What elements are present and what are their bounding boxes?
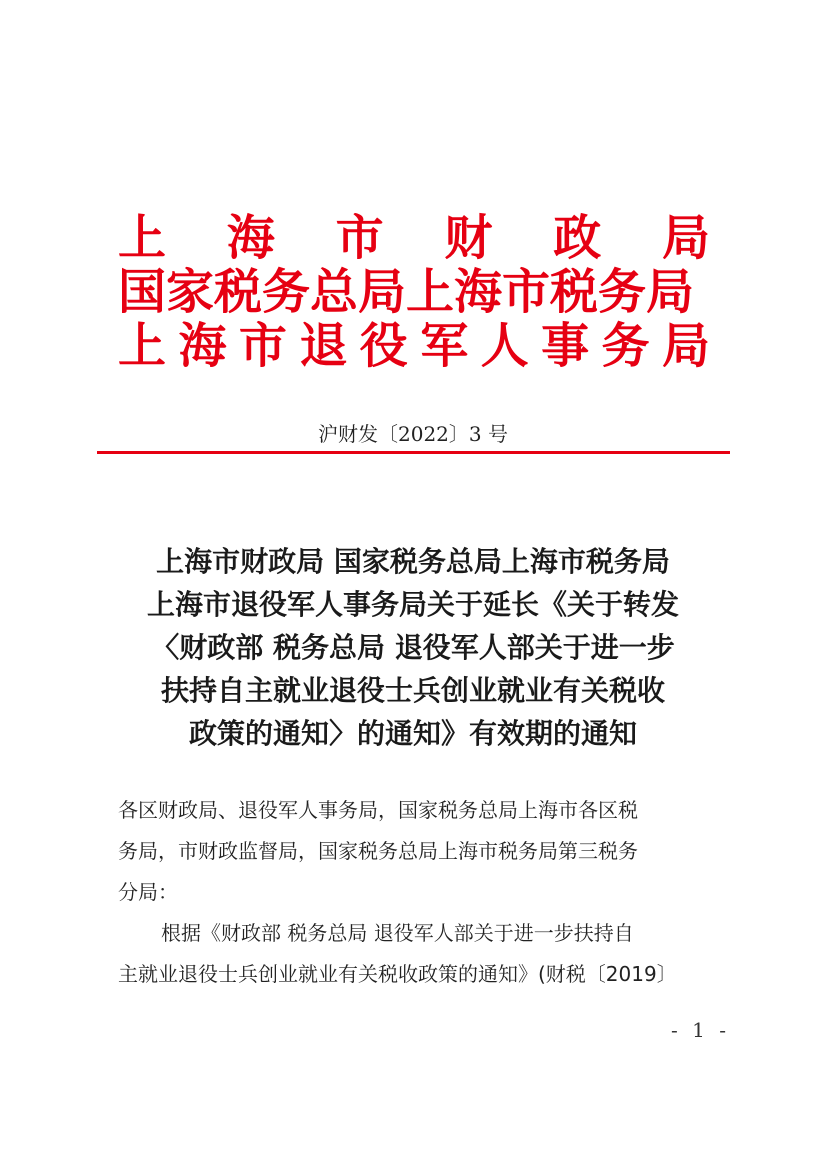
header-char: 上 [118, 210, 167, 266]
recipients-line: 务局，市财政监督局，国家税务总局上海市税务局第三税务 [118, 839, 638, 863]
header-char: 人 [480, 318, 529, 374]
title-line: 〈财政部 税务总局 退役军人部关于进一步 [151, 631, 675, 664]
recipients-line: 各区财政局、退役军人事务局，国家税务总局上海市各区税 [118, 798, 638, 822]
issuer-header-line-1 [118, 210, 710, 266]
title-line: 政策的通知〉的通知》有效期的通知 [188, 717, 637, 750]
header-char: 军 [420, 318, 469, 374]
document-number: 沪财发〔2022〕3 号 [318, 422, 508, 446]
header-char: 市 [335, 210, 384, 266]
paragraph-line: 主就业退役士兵创业就业有关税收政策的通知》(财税〔2019〕 [118, 962, 677, 986]
header-char: 局 [661, 318, 710, 374]
issuer-header-line-3 [118, 318, 710, 374]
header-char: 务 [601, 318, 650, 374]
header-char: 政 [553, 210, 602, 266]
recipients-line: 分局： [118, 880, 178, 904]
header-char: 财 [444, 210, 493, 266]
header-char: 上 [118, 318, 167, 374]
header-char: 海 [226, 210, 275, 266]
header-text: 国家税务总局上海市税务局 [118, 264, 695, 320]
title-line: 扶持自主就业退役士兵创业就业有关税收 [160, 674, 665, 707]
page-number: - 1 - [671, 1018, 730, 1042]
title-line: 上海市财政局 国家税务总局上海市税务局 [156, 545, 670, 578]
red-divider-line [97, 451, 730, 454]
body-paragraph [118, 913, 718, 995]
recipients-block [118, 790, 718, 913]
paragraph-line: 根据《财政部 税务总局 退役军人部关于进一步扶持自 [161, 921, 634, 945]
header-char: 海 [178, 318, 227, 374]
header-char: 役 [359, 318, 408, 374]
document-title [90, 540, 736, 755]
issuer-header-line-2 [118, 264, 710, 320]
header-char: 局 [661, 210, 710, 266]
header-char: 市 [238, 318, 287, 374]
title-line: 上海市退役军人事务局关于延长《关于转发 [146, 588, 679, 621]
header-char: 退 [299, 318, 348, 374]
header-char: 事 [541, 318, 590, 374]
